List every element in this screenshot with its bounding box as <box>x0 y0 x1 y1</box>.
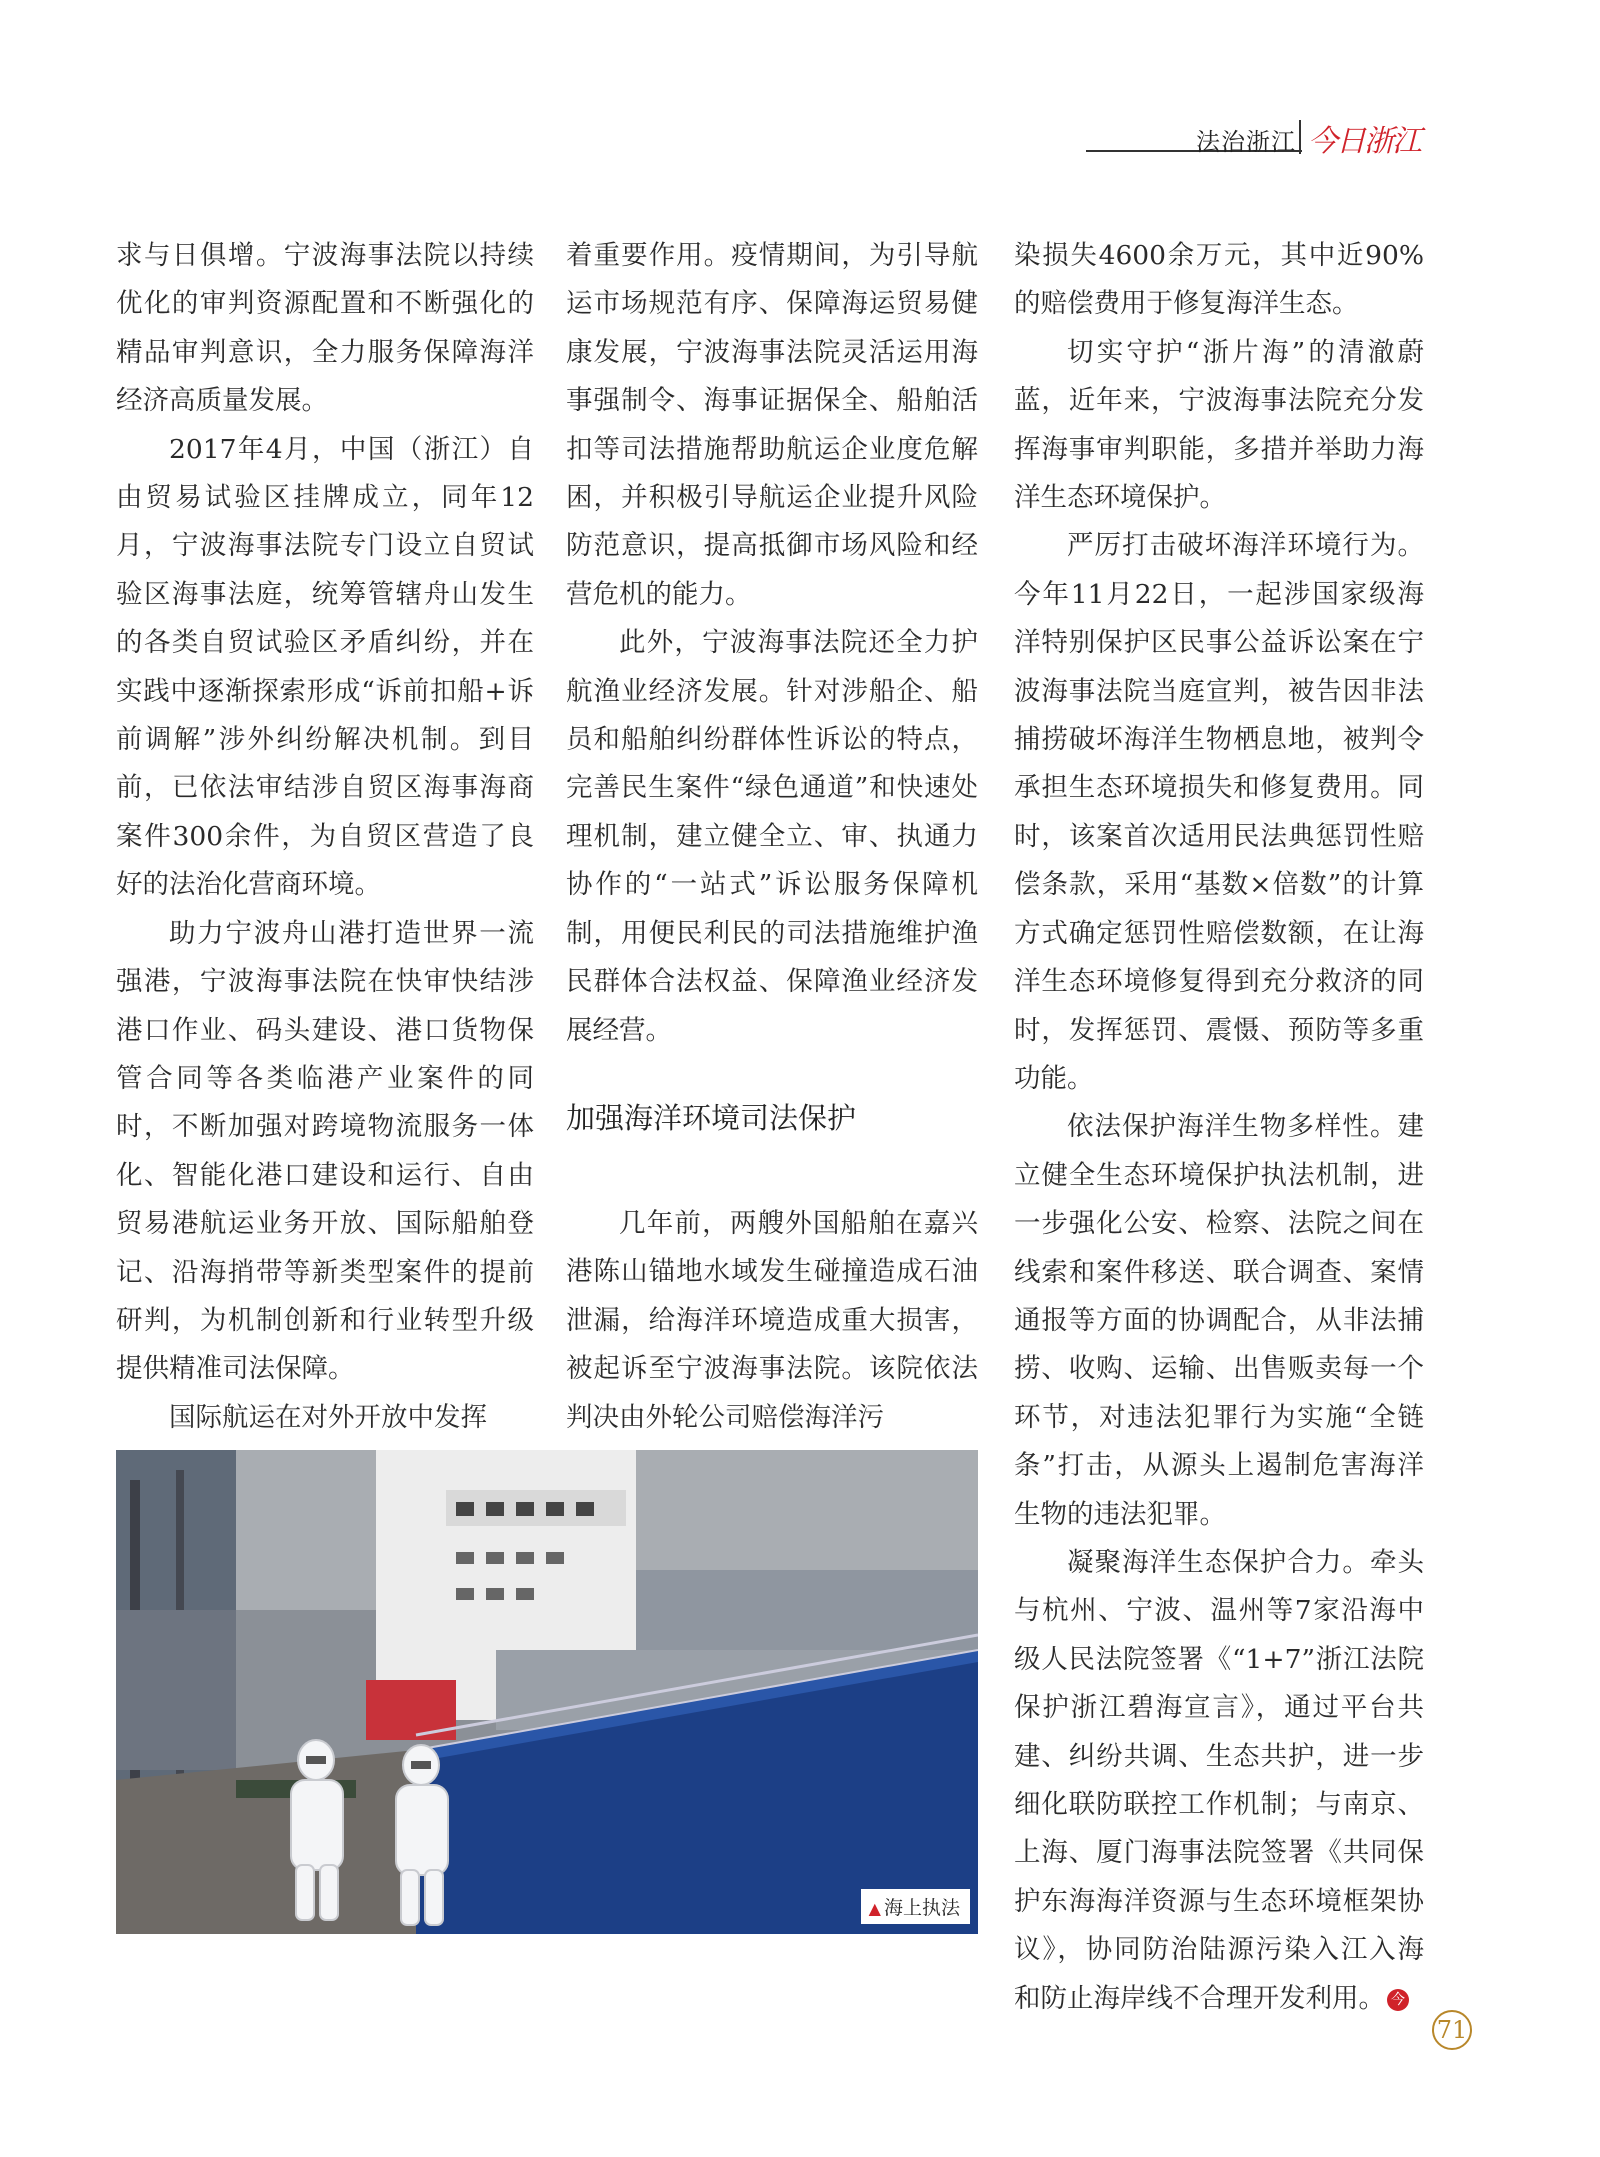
paragraph: 几年前，两艘外国船舶在嘉兴港陈山锚地水域发生碰撞造成石油泄漏，给海洋环境造成重大损害，被起诉至宁波海事法院。该院依法判决由外轮公司赔偿海洋污 <box>566 1208 978 1433</box>
caption-text: 海上执法 <box>883 1897 960 1919</box>
paragraph: 助力宁波舟山港打造世界一流强港，宁波海事法院在快审快结涉港口作业、码头建设、港口货物保管合同等各类临港产业案件的同时，不断加强对跨境物流服务一体化、智能化港口建设和运行、自由贸易港航运业务开放、国际船舶登记、沿海捎带等新类型案件的提前研判，为机制创新和行业转型升级提供精准司法保障。 <box>116 917 534 1385</box>
paragraph: 求与日俱增。宁波海事法院以持续优化的审判资源配置和不断强化的精品审判意识，全力服务保障海洋经济高质量发展。 <box>116 240 534 417</box>
header-divider <box>1299 120 1301 154</box>
paragraph: 依法保护海洋生物多样性。建立健全生态环境保护执法机制，进一步强化公安、检察、法院之间在线索和案件移送、联合调查、案情通报等方面的协调配合，从非法捕捞、收购、运输、出售贩卖每一个环节，对违法犯罪行为实施“全链条”打击，从源头上遏制危害海洋生物的违法犯罪。 <box>1014 1111 1424 1530</box>
ship-photo-illustration <box>116 1450 978 1934</box>
paragraph <box>1014 1539 1424 2023</box>
paragraph: 严厉打击破坏海洋环境行为。今年11月22日，一起涉国家级海洋特别保护区民事公益诉讼案在宁波海事法院当庭宣判，被告因非法捕捞破坏海洋生物栖息地，被判令承担生态环境损失和修复费用。同时，该案首次适用民法典惩罚性赔偿条款，采用“基数×倍数”的计算方式确定惩罚性赔偿数额，在让海洋生态环境修复得到充分救济的同时，发挥惩罚、震慑、预防等多重功能。 <box>1014 530 1424 1094</box>
article-end-mark-icon: 今 <box>1387 1989 1409 2011</box>
article-column-3 <box>1014 232 1424 2023</box>
article-column-2-continued <box>566 1200 978 1442</box>
photo-caption <box>861 1889 970 1924</box>
paragraph: 切实守护“浙片海”的清澈蔚蓝，近年来，宁波海事法院充分发挥海事审判职能，多措并举助力海洋生态环境保护。 <box>1014 336 1424 514</box>
section-subheading: 加强海洋环境司法保护 <box>566 1101 857 1135</box>
page-number: 71 <box>1432 2010 1472 2050</box>
paragraph: 染损失4600余万元，其中近90%的赔偿费用于修复海洋生态。 <box>1014 240 1424 320</box>
header-section-title: 法治浙江 <box>1196 128 1296 156</box>
ship-inspection-photo <box>116 1450 978 1934</box>
article-column-1 <box>116 232 534 1442</box>
paragraph: 2017年4月，中国（浙江）自由贸易试验区挂牌成立，同年12月，宁波海事法院专门设立自贸试验区海事法庭，统筹管辖舟山发生的各类自贸试验区矛盾纠纷，并在实践中逐渐探索形成“诉前扣船+诉前调解”涉外纠纷解决机制。到目前，已依法审结涉自贸区海事海商案件300余件，为自贸区营造了良好的法治化营商环境。 <box>116 433 534 901</box>
paragraph: 此外，宁波海事法院还全力护航渔业经济发展。针对涉船企、船员和船舶纠纷群体性诉讼的特点，完善民生案件“绿色通道”和快速处理机制，建立健全立、审、执通力协作的“一站式”诉讼服务保障机制，用便民利民的司法措施维护渔民群体合法权益、保障渔业经济发展经营。 <box>566 627 978 1046</box>
paragraph-text: 凝聚海洋生态保护合力。牵头与杭州、宁波、温州等7家沿海中级人民法院签署《“1+7”浙江法院保护浙江碧海宣言》，通过平台共建、纠纷共调、生态共护，进一步细化联防联控工作机制；与南京、上海、厦门海事法院签署《共同保护东海海洋资源与生态环境框架协议》，协同防治陆源污染入江入海和防止海岸线不合理开发利用。 <box>1014 1546 1424 2014</box>
header-brand-logo: 今日浙江 <box>1308 124 1420 159</box>
article-column-2 <box>566 232 978 1055</box>
caption-triangle-icon: ▲ <box>868 1899 881 1918</box>
paragraph: 着重要作用。疫情期间，为引导航运市场规范有序、保障海运贸易健康发展，宁波海事法院灵活运用海事强制令、海事证据保全、船舶活扣等司法措施帮助航运企业度危解困，并积极引导航运企业提升风险防范意识，提高抵御市场风险和经营危机的能力。 <box>566 240 978 610</box>
paragraph: 国际航运在对外开放中发挥 <box>169 1401 487 1433</box>
